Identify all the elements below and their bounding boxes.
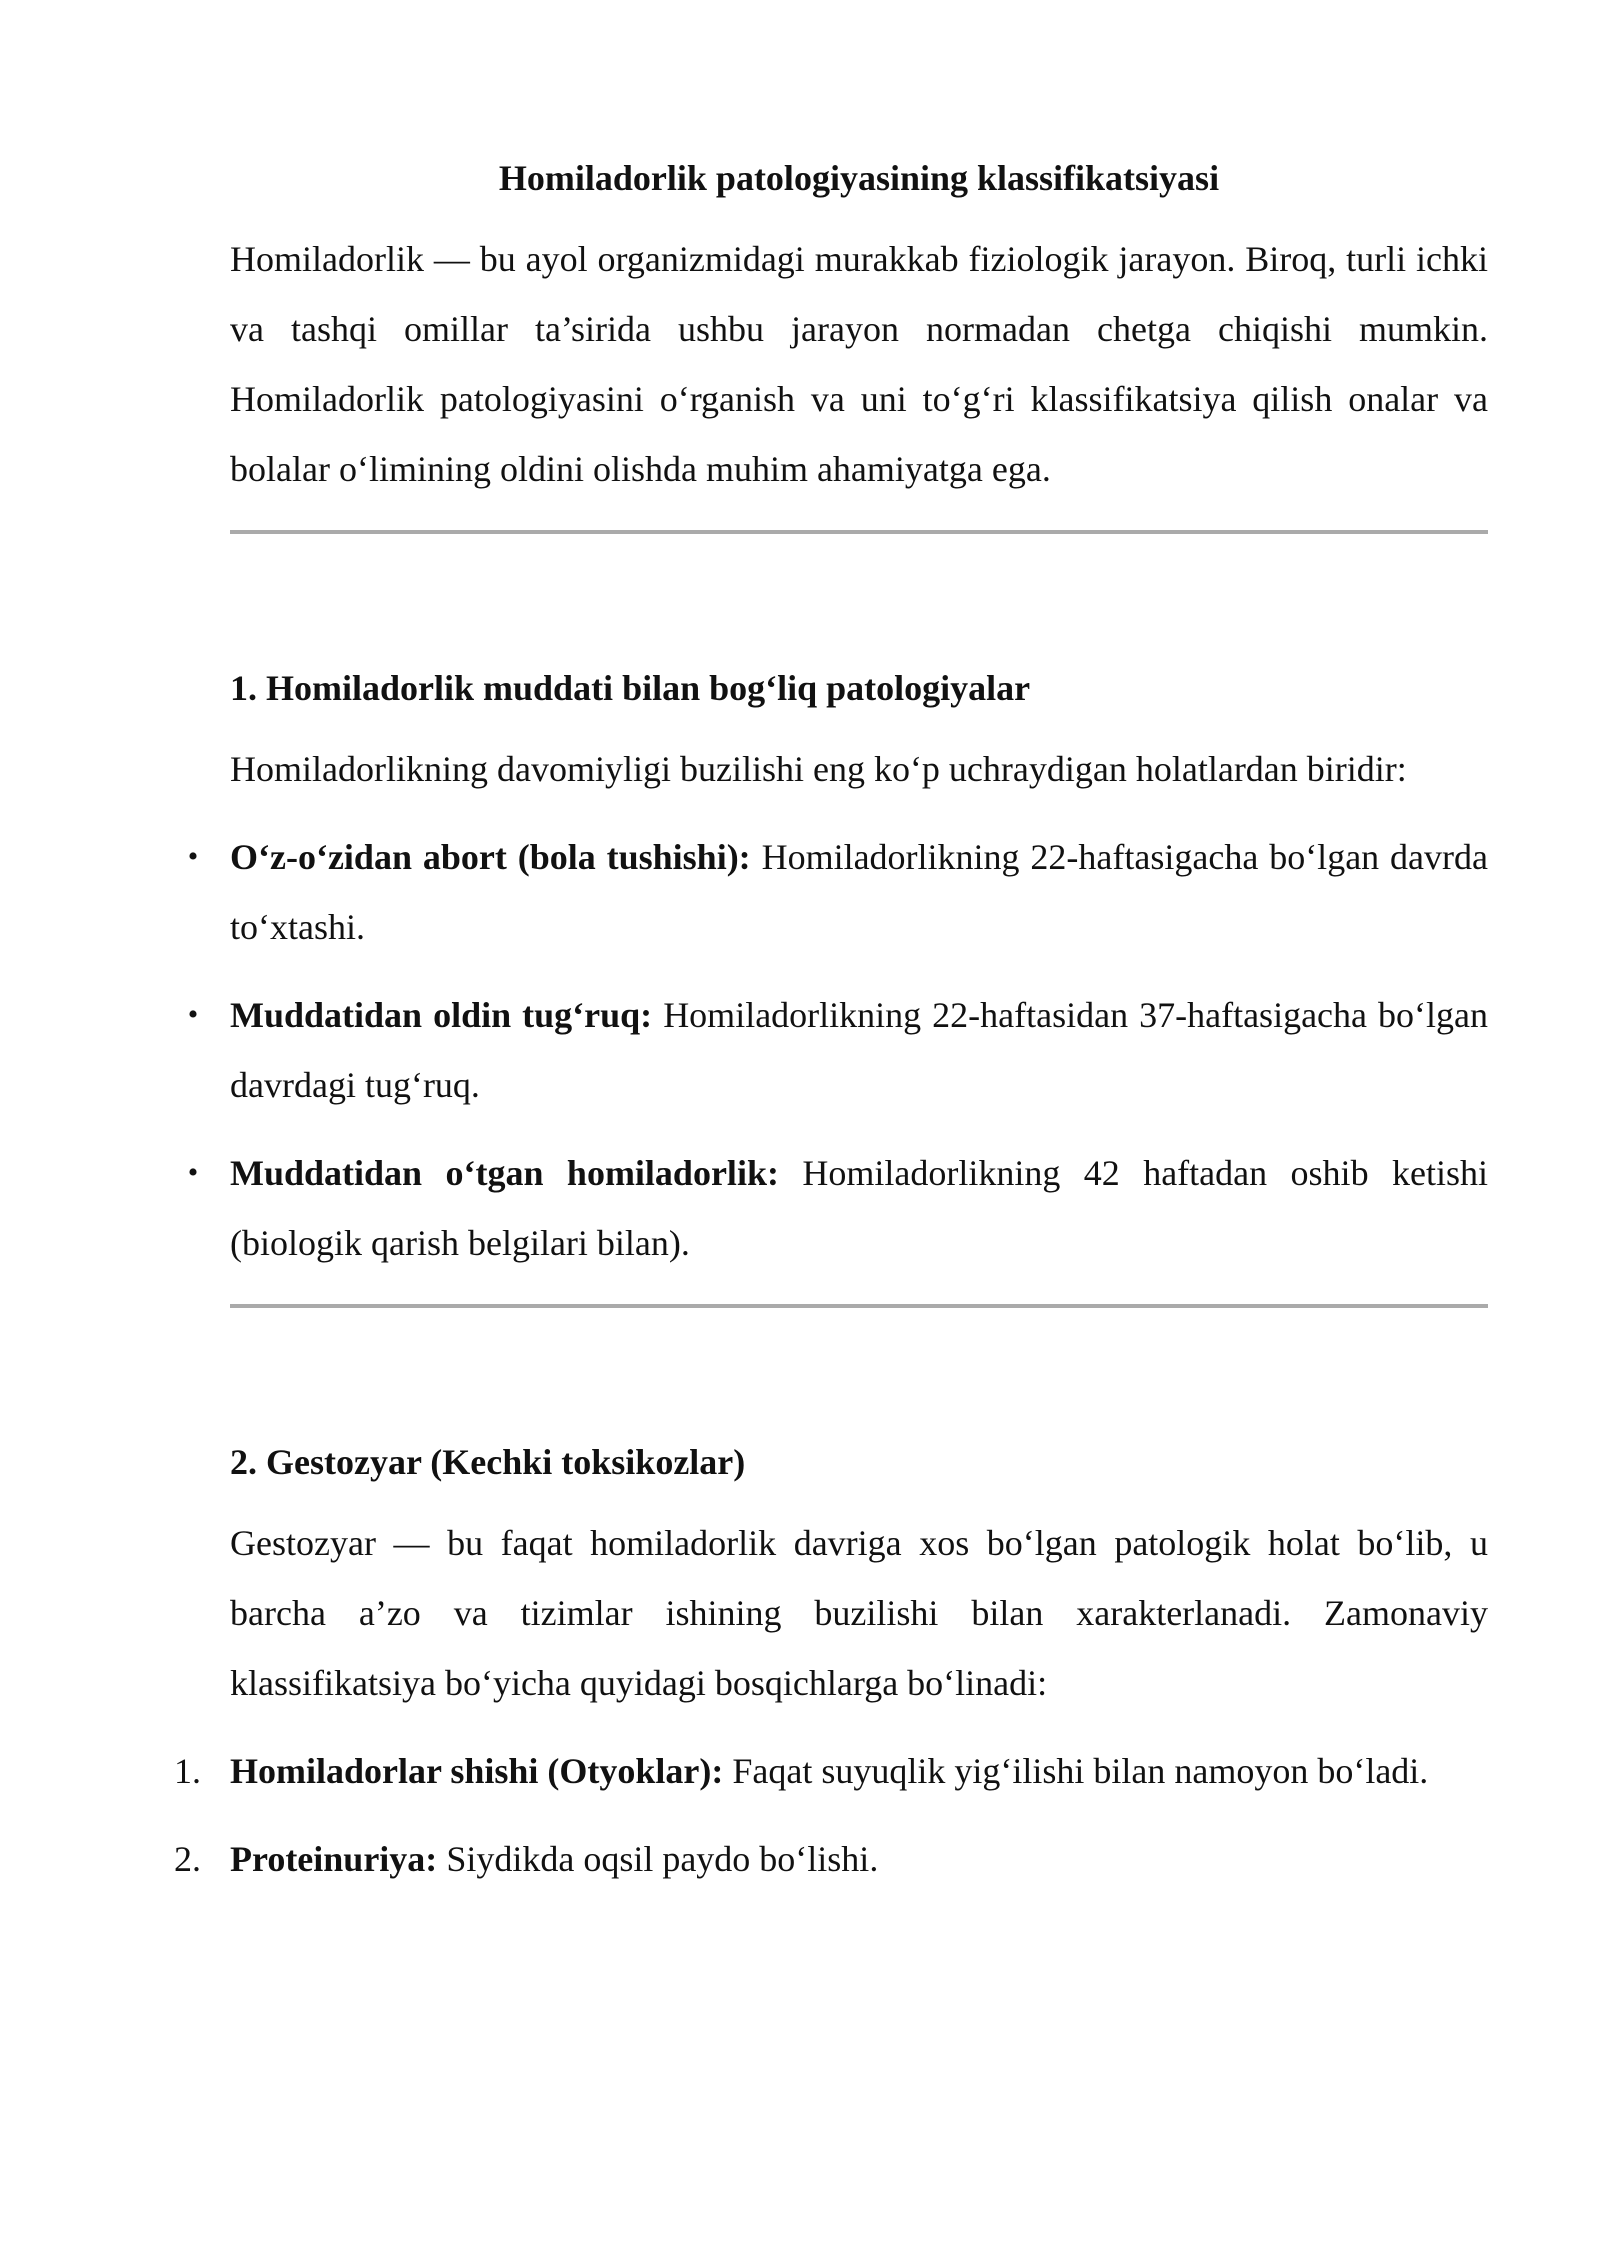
list-item-term: Homiladorlar shishi (Otyoklar): [230,1751,724,1791]
list-item-text: Homiladorlikning 22-haftasigacha bo‘lgan davrda to‘xtashi. [230,837,1488,947]
list-number: 1. [174,1751,201,1791]
document-content [174,150,1488,1894]
section-1-bullet-list [187,822,1488,1278]
list-number: 2. [174,1839,201,1879]
list-item-term: O‘z-o‘zidan abort (bola tushishi): [230,837,751,877]
list-item-term: Muddatidan oldin tug‘ruq: [230,995,653,1035]
list-item [187,1138,1488,1278]
section-1-intro: Homiladorlikning davomiyligi buzilishi eng ko‘p uchraydigan holatlardan biridir: [230,749,1407,789]
document-title: Homiladorlik patologiyasining klassifikatsiyasi [498,158,1220,198]
section-divider-1 [230,530,1488,534]
list-item [187,822,1488,962]
section-2-heading: 2. Gestozyar (Kechki toksikozlar) [230,1442,746,1482]
list-item [174,1736,1488,1806]
bullet-icon: • [187,1156,199,1189]
list-item [174,1824,1488,1894]
bullet-icon: • [187,998,199,1031]
list-item-term: Muddatidan o‘tgan homiladorlik: [230,1153,779,1193]
intro-paragraph: Homiladorlik — bu ayol organizmidagi murakkab fiziologik jarayon. Biroq, turli ichki va tashqi omillar ta’sirida ushbu jarayon normadan chetga chiqishi mumkin. Homiladorlik patologiyasini o‘rganish va uni to‘g‘ri klassifikatsiya qilish onalar va bolalar o‘limining oldini olishda muhim ahamiyatga ega. [230,239,1488,489]
bullet-icon: • [187,840,199,873]
section-2-intro: Gestozyar — bu faqat homiladorlik davriga xos bo‘lgan patologik holat bo‘lib, u barcha a’zo va tizimlar ishining buzilishi bilan xarakterlanadi. Zamonaviy klassifikatsiya bo‘yicha quyidagi bosqichlarga bo‘linadi: [230,1523,1488,1703]
section-divider-2 [230,1304,1488,1308]
list-item [187,980,1488,1120]
list-item-term: Proteinuriya: [230,1839,438,1879]
list-item-text: Homiladorlikning 42 haftadan oshib ketishi (biologik qarish belgilari bilan). [230,1153,1488,1263]
list-item-text: Siydikda oqsil paydo bo‘lishi. [437,1839,879,1879]
section-2-numbered-list [174,1736,1488,1894]
section-1-heading: 1. Homiladorlik muddati bilan bog‘liq patologiyalar [230,668,1031,708]
list-item-text: Faqat suyuqlik yig‘ilishi bilan namoyon bo‘ladi. [723,1751,1429,1791]
list-item-text: Homiladorlikning 22-haftasidan 37-haftasigacha bo‘lgan davrdagi tug‘ruq. [230,995,1488,1105]
